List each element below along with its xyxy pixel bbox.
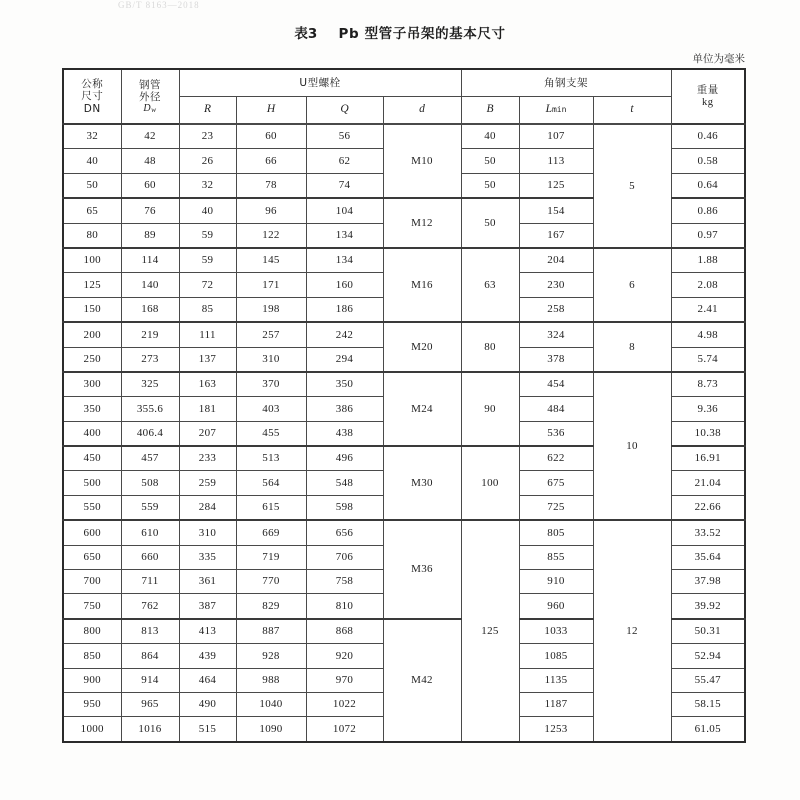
cell-outer-diameter: 89 <box>121 223 179 248</box>
cell-lmin: 154 <box>519 198 593 223</box>
header-symbol-B: B <box>461 97 519 125</box>
header-group-u-bolt: U型螺栓 <box>179 69 461 97</box>
cell-bolt-thread-d: M42 <box>383 619 461 742</box>
cell-height-H: 770 <box>236 570 306 594</box>
cell-weight: 10.38 <box>671 421 745 446</box>
cell-lmin: 536 <box>519 421 593 446</box>
cell-outer-diameter: 711 <box>121 570 179 594</box>
cell-weight: 16.91 <box>671 446 745 471</box>
cell-Q: 104 <box>306 198 383 223</box>
cell-Q: 970 <box>306 668 383 692</box>
cell-outer-diameter: 965 <box>121 692 179 716</box>
cell-weight: 35.64 <box>671 545 745 569</box>
cell-Q: 160 <box>306 273 383 297</box>
cell-radius-R: 490 <box>179 692 236 716</box>
cell-nominal-size: 400 <box>63 421 121 446</box>
cell-weight: 37.98 <box>671 570 745 594</box>
cell-radius-R: 387 <box>179 594 236 619</box>
dimensions-table-container <box>62 68 744 743</box>
cell-weight: 0.64 <box>671 173 745 198</box>
cell-height-H: 1040 <box>236 692 306 716</box>
cell-weight: 22.66 <box>671 495 745 520</box>
cell-lmin: 1135 <box>519 668 593 692</box>
cell-Q: 810 <box>306 594 383 619</box>
cell-bolt-thread-d: M16 <box>383 248 461 322</box>
cell-radius-R: 439 <box>179 644 236 668</box>
cell-nominal-size: 950 <box>63 692 121 716</box>
dimensions-table <box>62 68 746 743</box>
cell-Q: 62 <box>306 149 383 173</box>
cell-bolt-thread-d: M24 <box>383 372 461 446</box>
cell-outer-diameter: 660 <box>121 545 179 569</box>
cell-Q: 1022 <box>306 692 383 716</box>
cell-bracket-width-B: 50 <box>461 149 519 173</box>
table-head <box>63 69 745 124</box>
cell-weight: 58.15 <box>671 692 745 716</box>
cell-height-H: 719 <box>236 545 306 569</box>
cell-Q: 74 <box>306 173 383 198</box>
cell-outer-diameter: 48 <box>121 149 179 173</box>
cell-Q: 598 <box>306 495 383 520</box>
table-row <box>63 322 745 347</box>
cell-lmin: 725 <box>519 495 593 520</box>
cell-radius-R: 335 <box>179 545 236 569</box>
header-symbol-d: d <box>383 97 461 125</box>
cell-lmin: 1085 <box>519 644 593 668</box>
cell-Q: 1072 <box>306 717 383 742</box>
header-symbol-H: H <box>236 97 306 125</box>
table-row <box>63 248 745 273</box>
header-row-group <box>63 69 745 97</box>
cell-height-H: 513 <box>236 446 306 471</box>
cell-nominal-size: 1000 <box>63 717 121 742</box>
cell-outer-diameter: 140 <box>121 273 179 297</box>
cell-outer-diameter: 914 <box>121 668 179 692</box>
cell-bolt-thread-d: M10 <box>383 124 461 198</box>
cell-radius-R: 515 <box>179 717 236 742</box>
cell-weight: 0.46 <box>671 124 745 149</box>
cell-outer-diameter: 273 <box>121 347 179 372</box>
cell-weight: 0.86 <box>671 198 745 223</box>
cell-nominal-size: 450 <box>63 446 121 471</box>
cell-lmin: 1033 <box>519 619 593 644</box>
cell-height-H: 60 <box>236 124 306 149</box>
cell-weight: 50.31 <box>671 619 745 644</box>
cell-lmin: 125 <box>519 173 593 198</box>
cell-outer-diameter: 813 <box>121 619 179 644</box>
cell-outer-diameter: 406.4 <box>121 421 179 446</box>
header-symbol-t: t <box>593 97 671 125</box>
cell-weight: 1.88 <box>671 248 745 273</box>
cell-height-H: 78 <box>236 173 306 198</box>
cell-nominal-size: 50 <box>63 173 121 198</box>
standard-number-header: GB/T 8163—2018 <box>118 0 200 9</box>
cell-height-H: 171 <box>236 273 306 297</box>
cell-radius-R: 23 <box>179 124 236 149</box>
cell-Q: 294 <box>306 347 383 372</box>
cell-lmin: 204 <box>519 248 593 273</box>
cell-radius-R: 137 <box>179 347 236 372</box>
cell-bracket-width-B: 125 <box>461 520 519 742</box>
cell-weight: 9.36 <box>671 397 745 421</box>
cell-weight: 8.73 <box>671 372 745 397</box>
cell-nominal-size: 250 <box>63 347 121 372</box>
cell-nominal-size: 650 <box>63 545 121 569</box>
cell-nominal-size: 200 <box>63 322 121 347</box>
cell-nominal-size: 850 <box>63 644 121 668</box>
cell-outer-diameter: 325 <box>121 372 179 397</box>
cell-height-H: 310 <box>236 347 306 372</box>
cell-radius-R: 26 <box>179 149 236 173</box>
cell-nominal-size: 700 <box>63 570 121 594</box>
cell-nominal-size: 150 <box>63 297 121 322</box>
cell-nominal-size: 350 <box>63 397 121 421</box>
cell-outer-diameter: 60 <box>121 173 179 198</box>
cell-height-H: 370 <box>236 372 306 397</box>
cell-radius-R: 310 <box>179 520 236 545</box>
cell-outer-diameter: 168 <box>121 297 179 322</box>
cell-thickness-t: 12 <box>593 520 671 742</box>
cell-Q: 496 <box>306 446 383 471</box>
cell-lmin: 960 <box>519 594 593 619</box>
cell-nominal-size: 750 <box>63 594 121 619</box>
cell-nominal-size: 550 <box>63 495 121 520</box>
cell-height-H: 1090 <box>236 717 306 742</box>
cell-radius-R: 207 <box>179 421 236 446</box>
cell-radius-R: 413 <box>179 619 236 644</box>
cell-bracket-width-B: 80 <box>461 322 519 372</box>
header-dw-symbol: Dw <box>143 102 157 114</box>
cell-height-H: 615 <box>236 495 306 520</box>
cell-lmin: 378 <box>519 347 593 372</box>
cell-weight: 52.94 <box>671 644 745 668</box>
cell-weight: 4.98 <box>671 322 745 347</box>
cell-Q: 706 <box>306 545 383 569</box>
cell-radius-R: 85 <box>179 297 236 322</box>
unit-note: 单位为毫米 <box>692 53 745 65</box>
cell-nominal-size: 800 <box>63 619 121 644</box>
cell-bracket-width-B: 90 <box>461 372 519 446</box>
cell-bracket-width-B: 63 <box>461 248 519 322</box>
cell-bolt-thread-d: M12 <box>383 198 461 248</box>
cell-radius-R: 40 <box>179 198 236 223</box>
cell-radius-R: 59 <box>179 223 236 248</box>
cell-weight: 21.04 <box>671 471 745 495</box>
cell-thickness-t: 10 <box>593 372 671 520</box>
cell-weight: 39.92 <box>671 594 745 619</box>
table-row <box>63 372 745 397</box>
cell-lmin: 675 <box>519 471 593 495</box>
cell-thickness-t: 5 <box>593 124 671 248</box>
cell-bracket-width-B: 100 <box>461 446 519 520</box>
cell-radius-R: 163 <box>179 372 236 397</box>
cell-Q: 186 <box>306 297 383 322</box>
cell-nominal-size: 125 <box>63 273 121 297</box>
cell-nominal-size: 300 <box>63 372 121 397</box>
cell-lmin: 484 <box>519 397 593 421</box>
cell-weight: 2.41 <box>671 297 745 322</box>
cell-radius-R: 464 <box>179 668 236 692</box>
header-nominal-size: 公称 尺寸 DN <box>63 69 121 124</box>
cell-lmin: 324 <box>519 322 593 347</box>
cell-radius-R: 32 <box>179 173 236 198</box>
cell-thickness-t: 6 <box>593 248 671 322</box>
cell-lmin: 622 <box>519 446 593 471</box>
cell-outer-diameter: 457 <box>121 446 179 471</box>
cell-nominal-size: 100 <box>63 248 121 273</box>
cell-Q: 56 <box>306 124 383 149</box>
cell-outer-diameter: 762 <box>121 594 179 619</box>
cell-Q: 548 <box>306 471 383 495</box>
cell-Q: 920 <box>306 644 383 668</box>
cell-radius-R: 284 <box>179 495 236 520</box>
cell-height-H: 988 <box>236 668 306 692</box>
table-title <box>0 22 800 42</box>
cell-radius-R: 361 <box>179 570 236 594</box>
cell-Q: 758 <box>306 570 383 594</box>
cell-outer-diameter: 610 <box>121 520 179 545</box>
cell-Q: 242 <box>306 322 383 347</box>
cell-Q: 868 <box>306 619 383 644</box>
cell-outer-diameter: 219 <box>121 322 179 347</box>
cell-radius-R: 181 <box>179 397 236 421</box>
cell-height-H: 66 <box>236 149 306 173</box>
cell-weight: 2.08 <box>671 273 745 297</box>
cell-outer-diameter: 355.6 <box>121 397 179 421</box>
table-row <box>63 520 745 545</box>
cell-bracket-width-B: 50 <box>461 173 519 198</box>
table-body <box>63 124 745 742</box>
cell-nominal-size: 65 <box>63 198 121 223</box>
cell-outer-diameter: 508 <box>121 471 179 495</box>
cell-height-H: 145 <box>236 248 306 273</box>
cell-Q: 134 <box>306 248 383 273</box>
cell-lmin: 113 <box>519 149 593 173</box>
cell-radius-R: 111 <box>179 322 236 347</box>
cell-height-H: 887 <box>236 619 306 644</box>
cell-nominal-size: 500 <box>63 471 121 495</box>
header-weight: 重量 kg <box>671 69 745 124</box>
cell-lmin: 1187 <box>519 692 593 716</box>
cell-Q: 438 <box>306 421 383 446</box>
cell-bracket-width-B: 40 <box>461 124 519 149</box>
cell-Q: 386 <box>306 397 383 421</box>
cell-bracket-width-B: 50 <box>461 198 519 248</box>
cell-radius-R: 72 <box>179 273 236 297</box>
cell-height-H: 455 <box>236 421 306 446</box>
cell-weight: 61.05 <box>671 717 745 742</box>
cell-lmin: 258 <box>519 297 593 322</box>
header-symbol-Q: Q <box>306 97 383 125</box>
cell-height-H: 96 <box>236 198 306 223</box>
cell-nominal-size: 600 <box>63 520 121 545</box>
cell-height-H: 403 <box>236 397 306 421</box>
cell-height-H: 928 <box>236 644 306 668</box>
cell-height-H: 669 <box>236 520 306 545</box>
cell-height-H: 198 <box>236 297 306 322</box>
cell-nominal-size: 80 <box>63 223 121 248</box>
table-row <box>63 124 745 149</box>
cell-weight: 33.52 <box>671 520 745 545</box>
table-title-text: Pb 型管子吊架的基本尺寸 <box>338 26 506 42</box>
cell-lmin: 107 <box>519 124 593 149</box>
cell-bolt-thread-d: M30 <box>383 446 461 520</box>
cell-lmin: 454 <box>519 372 593 397</box>
cell-nominal-size: 40 <box>63 149 121 173</box>
cell-nominal-size: 32 <box>63 124 121 149</box>
cell-outer-diameter: 1016 <box>121 717 179 742</box>
header-symbol-Lmin: Lmin <box>519 97 593 125</box>
header-symbol-R: R <box>179 97 236 125</box>
cell-bolt-thread-d: M36 <box>383 520 461 619</box>
cell-weight: 55.47 <box>671 668 745 692</box>
cell-outer-diameter: 42 <box>121 124 179 149</box>
header-group-angle-bracket: 角钢支架 <box>461 69 671 97</box>
cell-thickness-t: 8 <box>593 322 671 372</box>
cell-height-H: 564 <box>236 471 306 495</box>
cell-lmin: 910 <box>519 570 593 594</box>
cell-lmin: 855 <box>519 545 593 569</box>
cell-outer-diameter: 559 <box>121 495 179 520</box>
cell-lmin: 230 <box>519 273 593 297</box>
cell-lmin: 167 <box>519 223 593 248</box>
cell-height-H: 257 <box>236 322 306 347</box>
cell-outer-diameter: 114 <box>121 248 179 273</box>
header-pipe-outer-diameter: 钢管 外径 Dw <box>121 69 179 124</box>
cell-weight: 0.97 <box>671 223 745 248</box>
cell-outer-diameter: 76 <box>121 198 179 223</box>
cell-height-H: 122 <box>236 223 306 248</box>
cell-radius-R: 259 <box>179 471 236 495</box>
cell-radius-R: 59 <box>179 248 236 273</box>
cell-weight: 0.58 <box>671 149 745 173</box>
cell-height-H: 829 <box>236 594 306 619</box>
cell-nominal-size: 900 <box>63 668 121 692</box>
cell-lmin: 805 <box>519 520 593 545</box>
cell-radius-R: 233 <box>179 446 236 471</box>
cell-Q: 134 <box>306 223 383 248</box>
cell-Q: 350 <box>306 372 383 397</box>
cell-Q: 656 <box>306 520 383 545</box>
cell-weight: 5.74 <box>671 347 745 372</box>
cell-bolt-thread-d: M20 <box>383 322 461 372</box>
cell-outer-diameter: 864 <box>121 644 179 668</box>
cell-lmin: 1253 <box>519 717 593 742</box>
table-title-prefix: 表3 <box>294 26 318 42</box>
